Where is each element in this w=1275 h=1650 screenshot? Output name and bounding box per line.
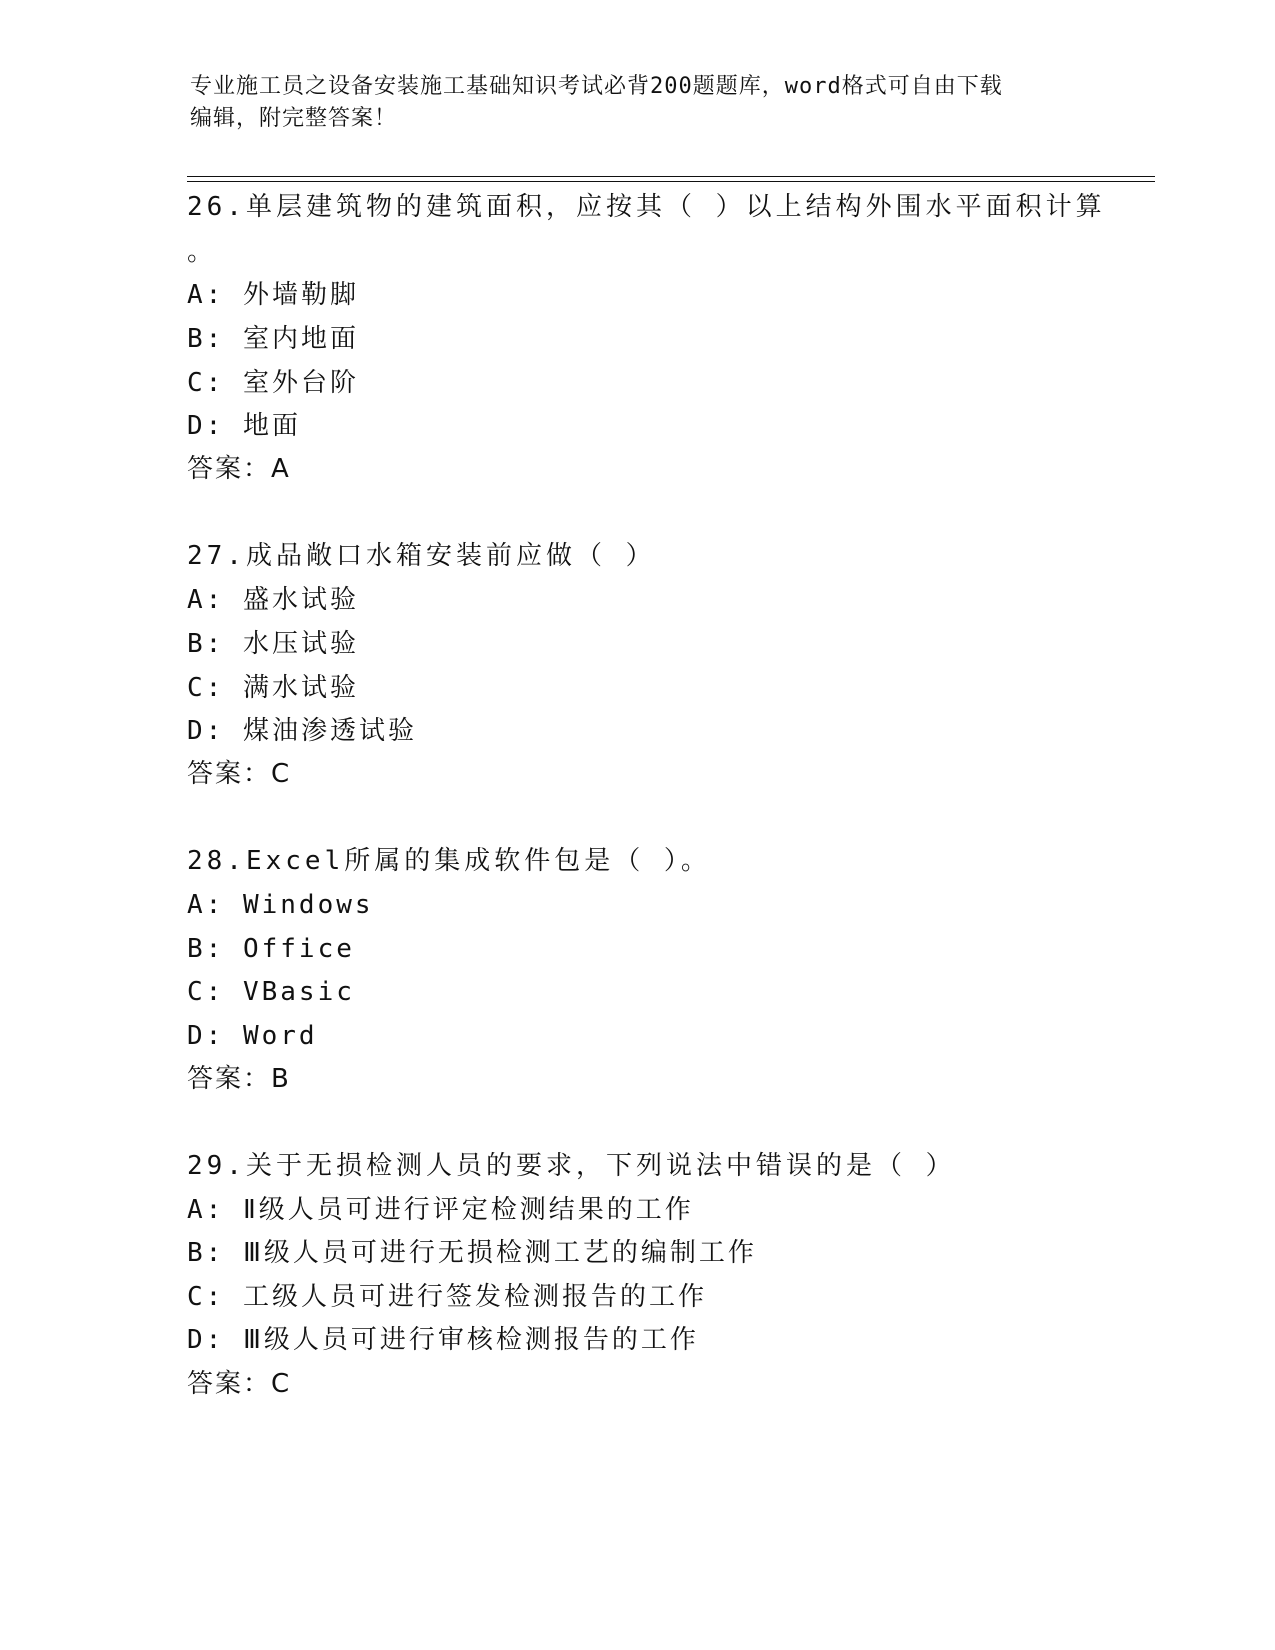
question-28-option-b: B: Office — [187, 934, 355, 964]
question-28-option-a: A: Windows — [187, 890, 374, 920]
question-27-option-b: B: 水压试验 — [187, 629, 359, 659]
question-28-answer: 答案：B — [187, 1064, 291, 1094]
question-26-answer: 答案：A — [187, 454, 291, 484]
question-27-option-c: C: 满水试验 — [187, 673, 359, 703]
header-divider-bottom — [187, 181, 1155, 182]
header-divider-top — [187, 176, 1155, 177]
question-27-option-d: D: 煤油渗透试验 — [187, 716, 417, 746]
question-28-option-d: D: Word — [187, 1021, 318, 1051]
header-title-line-1: 专业施工员之设备安装施工基础知识考试必背200题题库，word格式可自由下载 — [190, 74, 1003, 99]
question-26-option-a: A: 外墙勒脚 — [187, 280, 359, 310]
question-27-answer: 答案：C — [187, 759, 292, 789]
question-27-option-a: A: 盛水试验 — [187, 585, 359, 615]
question-29-option-b: B: Ⅲ级人员可进行无损检测工艺的编制工作 — [187, 1238, 757, 1268]
question-28-stem: 28.Excel所属的集成软件包是（ ）。 — [187, 846, 711, 876]
question-29-option-c: C: 工级人员可进行签发检测报告的工作 — [187, 1282, 707, 1312]
question-29-stem: 29.关于无损检测人员的要求，下列说法中错误的是（ ） — [187, 1151, 956, 1181]
question-29-answer: 答案：C — [187, 1369, 292, 1399]
question-27-stem: 27.成品敞口水箱安装前应做（ ） — [187, 541, 656, 571]
question-26-option-c: C: 室外台阶 — [187, 368, 359, 398]
question-29-option-a: A: Ⅱ级人员可进行评定检测结果的工作 — [187, 1195, 694, 1225]
question-26-option-b: B: 室内地面 — [187, 324, 359, 354]
question-26-option-d: D: 地面 — [187, 411, 301, 441]
header-title-line-2: 编辑，附完整答案！ — [190, 106, 398, 131]
question-26-stem-continued: 。 — [187, 237, 218, 267]
question-26-stem: 26.单层建筑物的建筑面积，应按其（ ）以上结构外围水平面积计算 — [187, 192, 1106, 222]
question-29-option-d: D: Ⅲ级人员可进行审核检测报告的工作 — [187, 1325, 699, 1355]
question-28-option-c: C: VBasic — [187, 977, 355, 1007]
